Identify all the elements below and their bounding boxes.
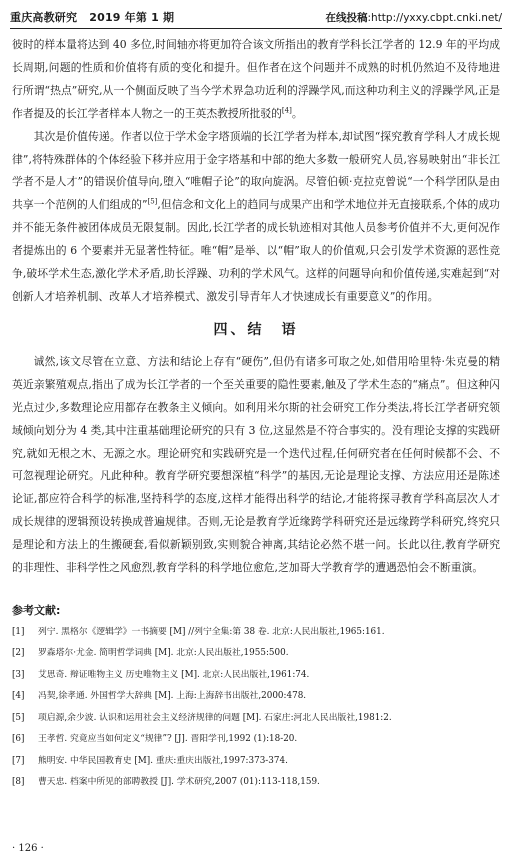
reference-number: [5] <box>12 712 25 723</box>
reference-item <box>12 665 500 687</box>
reference-number: [3] <box>12 669 25 680</box>
reference-text: 列宁. 黑格尔《逻辑学》一书摘要 [M] //列宁全集:第 38 卷. 北京:人民出版社,1965:161. <box>38 626 385 637</box>
reference-text: 王孝哲. 究竟应当如何定义“规律”? [J]. 晋阳学刊,1992 (1):18-20. <box>38 734 298 745</box>
citation-4[interactable]: [4] <box>281 106 292 115</box>
journal-info <box>10 9 174 25</box>
submission-info <box>326 10 503 25</box>
reference-text: 项启源,余少波. 认识和运用社会主义经济规律的问题 [M]. 石家庄:河北人民出版社,1981:2. <box>38 712 392 723</box>
reference-item <box>12 622 500 644</box>
reference-number: [6] <box>12 734 25 745</box>
issue-label: 2019 年第 1 期 <box>89 11 175 24</box>
reference-text: 熊明安. 中华民国教育史 [M]. 重庆:重庆出版社,1997:373-374. <box>38 755 288 766</box>
reference-number: [2] <box>12 648 25 659</box>
reference-list <box>12 622 500 794</box>
reference-item <box>12 643 500 665</box>
reference-text: 罗森塔尔·尤金. 简明哲学词典 [M]. 北京:人民出版社,1955:500. <box>38 648 289 659</box>
article-body <box>12 34 500 794</box>
reference-item <box>12 708 500 730</box>
journal-name: 重庆高教研究 <box>10 11 78 24</box>
paragraph-2: 其次是价值传递。作者以位于学术金字塔顶端的长江学者为样本,却试图“探究教育学科人才成长规律”,将特殊群体的个体经验下移并应用于金字塔基和中部的绝大多数一般研究人员,容易映射出“非长江学者不是人才”的错误价值导向,堕入“唯帽子论”的取向旋涡。尽管伯顿·克拉克曾说“一个科学团队是由共享一个范例的人们组成的”[5],但信念和文化上的趋同与成果产出和学术地位并无直接联系,个体的成功并不能无条件被团体成员无限复制。因此,长江学者的成长轨迹相对其他人员参考价值并不大,更何况作者提炼出的 6 个要素并无显著性特征。唯“帽”是举、以“帽”取人的价值观,只会引发学术资源的恶性竞争,破坏学术生态,激化学术矛盾,助长浮躁、功利的学术风气。这样的问题导向和价值传递,实难起到“对创新人才培养机制、改革人才培养模式、激发引导青年人才快速成长有重要意义”的作用。 <box>12 129 500 303</box>
reference-item <box>12 686 500 708</box>
section-heading-conclusion: 四、结 语 <box>213 321 299 338</box>
reference-item <box>12 729 500 751</box>
paragraph-3: 诚然,该文尽管在立意、方法和结论上存有“硬伤”,但仍有诸多可取之处,如借用哈里特·朱克曼的精英近亲繁殖观点,指出了成为长江学者的一个至关重要的隐性要素,触及了学术生态的“痛点”。但这种闪光点过少,多数理论应用都存在教条主义倾向。如利用米尔斯的社会研究工作分类法,将长江学者研究领域倾向划分为 4 类,其中注重基础理论研究的只有 3 位,这显然是不符合事实的。没有理论支撑的实践研究,就如无根之木、无源之水。理论研究和实践研究是一个迭代过程,任何研究者在任何时候都不会、不可忽视理论研究。凡此种种。教育学研究要想深植“科学”的基因,无论是理论支撑、方法应用还是陈述论证,都应符合科学的标准,坚持科学的态度,这样才能得出科学的结论,才能将探寻教育学科高层次人才成长规律的逻辑预设转换成普遍规律。否则,无论是教育学近缘跨学科研究还是远缘跨学科研究,终究只是理论和方法上的生搬硬套,看似新颖别致,实则貌合神离,其结论必然不堪一问。长此以往,教育学研究的非理性、非科学性之风愈烈,教育学科的科学地位愈危,芝加哥大学教育学的遭遇恐怕会不断重演。 <box>12 354 500 575</box>
reference-number: [1] <box>12 626 25 637</box>
references-heading: 参考文献: <box>12 603 61 617</box>
running-header <box>10 6 502 29</box>
reference-text: 艾思奇. 辩证唯物主义 历史唯物主义 [M]. 北京:人民出版社,1961:74. <box>38 669 310 680</box>
citation-5[interactable]: [5] <box>147 197 158 206</box>
reference-number: [4] <box>12 691 25 702</box>
submission-label: 在线投稿 <box>325 11 368 24</box>
reference-number: [7] <box>12 755 25 766</box>
paragraph-2-text-b: 但信念和文化上的趋同与成果产出和学术地位并无直接联系,个体的成功并不能无条件被团体成员无限复制。因此,长江学者的成长轨迹相对其他人员参考价值并不大,更何况作者提炼出的 6 个要素并无显著性特征。唯“帽”是举、以“帽”取人的价值观,只会引发学术资源的恶性竞争,破坏学术生态,激化学术矛盾,助长浮躁、功利的学术风气。这样的问题导向和价值传递,实难起到“对创新人才培养机制、改革人才培养模式、激发引导青年人才快速成长有重要意义”的作用。 <box>12 198 500 303</box>
paragraph-2-text-a: 其次是价值传递。作者以位于学术金字塔顶端的长江学者为样本,却试图“探究教育学科人才成长规律”,将特殊群体的个体经验下移并应用于金字塔基和中部的绝大多数一般研究人员,容易映射出“非长江学者不是人才”的错误价值导向,堕入“唯帽子论”的取向旋涡。尽管伯顿·克拉克曾说“一个科学团队是由共享一个范例的人们组成的” <box>12 129 500 212</box>
reference-number: [8] <box>12 777 25 788</box>
reference-text: 冯契,徐孝通. 外国哲学大辞典 [M]. 上海:上海辞书出版社,2000:478. <box>38 691 307 702</box>
paragraph-1: 彼时的样本量将达到 40 多位,时间轴亦将更加符合该文所指出的教育学科长江学者的 12.9 年的平均成长周期,问题的性质和价值将有质的变化和提升。但作者在这个问题并不成熟的时机仍然迫不及待地进行所谓“热点”研究,从一个侧面反映了当今学术界急功近利的浮躁学风,而这种功利主义的浮躁学风,正是作者提及的长江学者样本人物之一的王英杰教授所批驳的[4]。 <box>12 38 500 120</box>
reference-item <box>12 772 500 794</box>
page-number: · 126 · <box>12 843 44 854</box>
paragraph-1-text: 彼时的样本量将达到 40 多位,时间轴亦将更加符合该文所指出的教育学科长江学者的 12.9 年的平均成长周期,问题的性质和价值将有质的变化和提升。但作者在这个问题并不成熟的时机仍然迫不及待地进行所谓“热点”研究,从一个侧面反映了当今学术界急功近利的浮躁学风,而这种功利主义的浮躁学风,正是作者提及的长江学者样本人物之一的王英杰教授所批驳的 <box>12 38 500 120</box>
reference-item <box>12 751 500 773</box>
submission-url[interactable]: :http://yxxy.cbpt.cnki.net/ <box>367 11 502 24</box>
reference-text: 曹天忠. 档案中所见的部聘教授 [J]. 学术研究,2007 (01):113-118,159. <box>38 777 320 788</box>
